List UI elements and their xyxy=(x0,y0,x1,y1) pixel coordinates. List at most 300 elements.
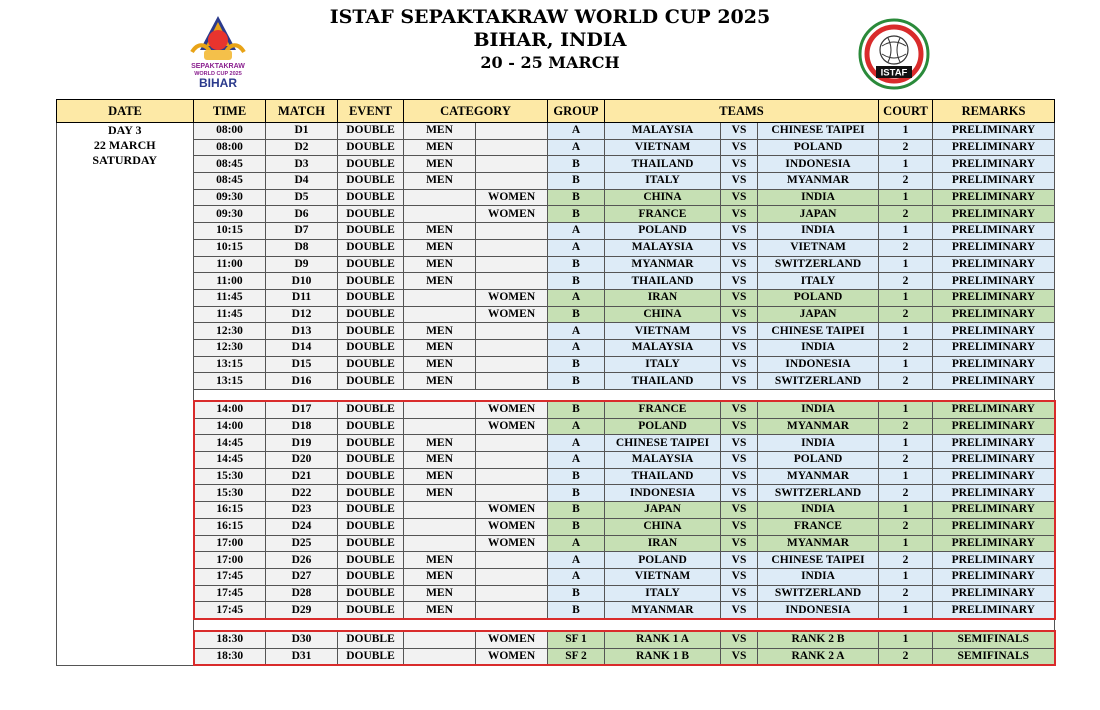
match-group: A xyxy=(548,452,605,469)
match-court: 1 xyxy=(879,256,933,273)
match-court: 2 xyxy=(879,418,933,435)
team-one: THAILAND xyxy=(605,373,721,390)
category-women xyxy=(476,323,548,340)
match-id: D4 xyxy=(266,173,338,190)
match-event: DOUBLE xyxy=(338,648,404,665)
match-id: D11 xyxy=(266,289,338,306)
team-two: JAPAN xyxy=(758,306,879,323)
match-event: DOUBLE xyxy=(338,223,404,240)
table-row xyxy=(57,568,1055,585)
match-court: 2 xyxy=(879,452,933,469)
match-time: 14:00 xyxy=(194,401,266,418)
vs-label: VS xyxy=(721,323,758,340)
category-women: WOMEN xyxy=(476,631,548,648)
match-id: D5 xyxy=(266,189,338,206)
vs-label: VS xyxy=(721,602,758,619)
section-spacer xyxy=(57,619,1055,631)
day-line2: 22 MARCH xyxy=(93,138,156,152)
col-teams: TEAMS xyxy=(605,100,879,123)
match-time: 11:00 xyxy=(194,273,266,290)
match-remarks: PRELIMINARY xyxy=(933,256,1055,273)
table-row xyxy=(57,339,1055,356)
match-id: D22 xyxy=(266,485,338,502)
match-event: DOUBLE xyxy=(338,518,404,535)
match-id: D20 xyxy=(266,452,338,469)
match-event: DOUBLE xyxy=(338,339,404,356)
team-one: THAILAND xyxy=(605,273,721,290)
day-cell xyxy=(57,123,194,666)
vs-label: VS xyxy=(721,585,758,602)
spacer-cell xyxy=(194,390,1055,402)
match-group: SF 2 xyxy=(548,648,605,665)
match-remarks: PRELIMINARY xyxy=(933,339,1055,356)
match-time: 15:30 xyxy=(194,468,266,485)
match-remarks: PRELIMINARY xyxy=(933,273,1055,290)
match-court: 2 xyxy=(879,339,933,356)
team-two: SWITZERLAND xyxy=(758,485,879,502)
category-women xyxy=(476,223,548,240)
match-id: D28 xyxy=(266,585,338,602)
match-remarks: PRELIMINARY xyxy=(933,418,1055,435)
match-event: DOUBLE xyxy=(338,401,404,418)
match-id: D9 xyxy=(266,256,338,273)
table-row xyxy=(57,401,1055,418)
match-court: 1 xyxy=(879,401,933,418)
match-id: D18 xyxy=(266,418,338,435)
match-time: 11:45 xyxy=(194,306,266,323)
category-men: MEN xyxy=(404,468,476,485)
match-remarks: PRELIMINARY xyxy=(933,223,1055,240)
match-event: DOUBLE xyxy=(338,435,404,452)
match-remarks: PRELIMINARY xyxy=(933,206,1055,223)
match-court: 2 xyxy=(879,648,933,665)
match-court: 1 xyxy=(879,568,933,585)
match-court: 1 xyxy=(879,223,933,240)
match-id: D6 xyxy=(266,206,338,223)
match-group: A xyxy=(548,418,605,435)
category-women: WOMEN xyxy=(476,518,548,535)
team-two: RANK 2 A xyxy=(758,648,879,665)
match-court: 2 xyxy=(879,173,933,190)
match-remarks: PRELIMINARY xyxy=(933,585,1055,602)
category-men: MEN xyxy=(404,435,476,452)
category-men: MEN xyxy=(404,323,476,340)
category-women: WOMEN xyxy=(476,306,548,323)
team-one: THAILAND xyxy=(605,468,721,485)
match-court: 2 xyxy=(879,239,933,256)
match-remarks: PRELIMINARY xyxy=(933,568,1055,585)
team-two: MYANMAR xyxy=(758,535,879,552)
match-time: 08:00 xyxy=(194,139,266,156)
col-event: EVENT xyxy=(338,100,404,123)
logo-right-label: ISTAF xyxy=(880,67,908,79)
table-row xyxy=(57,356,1055,373)
match-time: 16:15 xyxy=(194,502,266,519)
team-one: VIETNAM xyxy=(605,323,721,340)
table-row xyxy=(57,535,1055,552)
match-time: 14:45 xyxy=(194,452,266,469)
vs-label: VS xyxy=(721,568,758,585)
category-women xyxy=(476,256,548,273)
team-one: IRAN xyxy=(605,289,721,306)
table-row xyxy=(57,373,1055,390)
match-group: B xyxy=(548,256,605,273)
team-one: ITALY xyxy=(605,356,721,373)
col-category: CATEGORY xyxy=(404,100,548,123)
team-one: MALAYSIA xyxy=(605,123,721,140)
vs-label: VS xyxy=(721,273,758,290)
category-men: MEN xyxy=(404,173,476,190)
vs-label: VS xyxy=(721,552,758,569)
match-event: DOUBLE xyxy=(338,468,404,485)
logo-left-line-3: BIHAR xyxy=(199,76,237,90)
category-women xyxy=(476,156,548,173)
team-two: CHINESE TAIPEI xyxy=(758,123,879,140)
match-id: D27 xyxy=(266,568,338,585)
vs-label: VS xyxy=(721,339,758,356)
category-women xyxy=(476,568,548,585)
category-women xyxy=(476,552,548,569)
match-id: D13 xyxy=(266,323,338,340)
category-women: WOMEN xyxy=(476,418,548,435)
category-women xyxy=(476,468,548,485)
match-event: DOUBLE xyxy=(338,323,404,340)
team-one: VIETNAM xyxy=(605,568,721,585)
match-event: DOUBLE xyxy=(338,156,404,173)
match-event: DOUBLE xyxy=(338,273,404,290)
match-id: D16 xyxy=(266,373,338,390)
match-time: 17:45 xyxy=(194,585,266,602)
match-court: 1 xyxy=(879,468,933,485)
match-remarks: PRELIMINARY xyxy=(933,173,1055,190)
team-one: MALAYSIA xyxy=(605,339,721,356)
match-court: 2 xyxy=(879,273,933,290)
match-time: 11:45 xyxy=(194,289,266,306)
match-remarks: PRELIMINARY xyxy=(933,189,1055,206)
match-event: DOUBLE xyxy=(338,256,404,273)
match-event: DOUBLE xyxy=(338,502,404,519)
match-id: D10 xyxy=(266,273,338,290)
match-court: 1 xyxy=(879,156,933,173)
match-event: DOUBLE xyxy=(338,631,404,648)
category-men xyxy=(404,206,476,223)
match-group: B xyxy=(548,189,605,206)
team-two: SWITZERLAND xyxy=(758,373,879,390)
category-men: MEN xyxy=(404,552,476,569)
match-time: 17:45 xyxy=(194,568,266,585)
schedule-body xyxy=(57,123,1055,666)
table-row xyxy=(57,418,1055,435)
match-remarks: PRELIMINARY xyxy=(933,452,1055,469)
team-two: INDIA xyxy=(758,435,879,452)
col-time: TIME xyxy=(194,100,266,123)
table-row xyxy=(57,631,1055,648)
match-time: 09:30 xyxy=(194,206,266,223)
vs-label: VS xyxy=(721,356,758,373)
match-group: B xyxy=(548,173,605,190)
table-row xyxy=(57,518,1055,535)
match-court: 1 xyxy=(879,123,933,140)
match-time: 16:15 xyxy=(194,518,266,535)
category-women xyxy=(476,239,548,256)
match-group: A xyxy=(548,123,605,140)
team-two: ITALY xyxy=(758,273,879,290)
table-row xyxy=(57,648,1055,665)
category-men: MEN xyxy=(404,156,476,173)
table-row xyxy=(57,139,1055,156)
category-women xyxy=(476,373,548,390)
vs-label: VS xyxy=(721,239,758,256)
match-event: DOUBLE xyxy=(338,552,404,569)
vs-label: VS xyxy=(721,648,758,665)
match-time: 17:00 xyxy=(194,552,266,569)
match-time: 08:00 xyxy=(194,123,266,140)
match-group: B xyxy=(548,518,605,535)
match-id: D30 xyxy=(266,631,338,648)
team-two: MYANMAR xyxy=(758,418,879,435)
category-men: MEN xyxy=(404,139,476,156)
match-court: 1 xyxy=(879,289,933,306)
category-men xyxy=(404,502,476,519)
category-women xyxy=(476,356,548,373)
team-one: ITALY xyxy=(605,585,721,602)
match-time: 18:30 xyxy=(194,648,266,665)
team-one: RANK 1 B xyxy=(605,648,721,665)
match-time: 13:15 xyxy=(194,373,266,390)
category-men: MEN xyxy=(404,373,476,390)
match-time: 17:45 xyxy=(194,602,266,619)
match-event: DOUBLE xyxy=(338,602,404,619)
match-event: DOUBLE xyxy=(338,356,404,373)
vs-label: VS xyxy=(721,468,758,485)
match-group: A xyxy=(548,339,605,356)
category-women: WOMEN xyxy=(476,401,548,418)
team-two: SWITZERLAND xyxy=(758,585,879,602)
match-time: 08:45 xyxy=(194,173,266,190)
match-time: 15:30 xyxy=(194,485,266,502)
team-two: CHINESE TAIPEI xyxy=(758,323,879,340)
team-two: INDIA xyxy=(758,502,879,519)
team-two: RANK 2 B xyxy=(758,631,879,648)
match-court: 1 xyxy=(879,602,933,619)
table-row xyxy=(57,485,1055,502)
team-two: INDIA xyxy=(758,189,879,206)
match-id: D24 xyxy=(266,518,338,535)
vs-label: VS xyxy=(721,123,758,140)
day-line3: SATURDAY xyxy=(92,153,158,167)
match-remarks: PRELIMINARY xyxy=(933,323,1055,340)
match-remarks: PRELIMINARY xyxy=(933,518,1055,535)
match-court: 2 xyxy=(879,485,933,502)
table-row xyxy=(57,306,1055,323)
team-two: POLAND xyxy=(758,139,879,156)
category-women xyxy=(476,435,548,452)
match-id: D2 xyxy=(266,139,338,156)
match-event: DOUBLE xyxy=(338,452,404,469)
match-time: 10:15 xyxy=(194,223,266,240)
match-event: DOUBLE xyxy=(338,418,404,435)
world-cup-logo xyxy=(186,14,250,90)
match-group: A xyxy=(548,535,605,552)
match-event: DOUBLE xyxy=(338,139,404,156)
table-row xyxy=(57,156,1055,173)
match-event: DOUBLE xyxy=(338,123,404,140)
schedule-table xyxy=(56,99,1056,666)
match-group: B xyxy=(548,356,605,373)
category-women xyxy=(476,123,548,140)
col-date: DATE xyxy=(57,100,194,123)
team-one: CHINA xyxy=(605,189,721,206)
match-court: 1 xyxy=(879,631,933,648)
table-row xyxy=(57,502,1055,519)
match-group: A xyxy=(548,568,605,585)
match-remarks: PRELIMINARY xyxy=(933,401,1055,418)
team-one: INDONESIA xyxy=(605,485,721,502)
category-men xyxy=(404,289,476,306)
team-two: INDIA xyxy=(758,223,879,240)
team-two: FRANCE xyxy=(758,518,879,535)
match-remarks: PRELIMINARY xyxy=(933,435,1055,452)
category-men: MEN xyxy=(404,452,476,469)
category-men: MEN xyxy=(404,273,476,290)
vs-label: VS xyxy=(721,518,758,535)
match-remarks: SEMIFINALS xyxy=(933,648,1055,665)
match-court: 2 xyxy=(879,518,933,535)
team-one: POLAND xyxy=(605,418,721,435)
category-women xyxy=(476,139,548,156)
match-remarks: PRELIMINARY xyxy=(933,535,1055,552)
match-id: D8 xyxy=(266,239,338,256)
category-women xyxy=(476,173,548,190)
category-men xyxy=(404,535,476,552)
match-id: D3 xyxy=(266,156,338,173)
category-men xyxy=(404,401,476,418)
match-remarks: PRELIMINARY xyxy=(933,306,1055,323)
match-court: 2 xyxy=(879,552,933,569)
team-two: INDIA xyxy=(758,339,879,356)
vs-label: VS xyxy=(721,401,758,418)
match-id: D25 xyxy=(266,535,338,552)
match-event: DOUBLE xyxy=(338,568,404,585)
match-time: 17:00 xyxy=(194,535,266,552)
match-group: B xyxy=(548,373,605,390)
match-group: B xyxy=(548,306,605,323)
match-remarks: PRELIMINARY xyxy=(933,123,1055,140)
match-time: 09:30 xyxy=(194,189,266,206)
logo-left-line-2: WORLD CUP 2025 xyxy=(194,71,242,77)
team-one: POLAND xyxy=(605,223,721,240)
vs-label: VS xyxy=(721,535,758,552)
team-one: JAPAN xyxy=(605,502,721,519)
category-men: MEN xyxy=(404,223,476,240)
match-remarks: PRELIMINARY xyxy=(933,139,1055,156)
match-group: B xyxy=(548,485,605,502)
match-time: 11:00 xyxy=(194,256,266,273)
table-row xyxy=(57,289,1055,306)
match-court: 1 xyxy=(879,535,933,552)
match-id: D29 xyxy=(266,602,338,619)
vs-label: VS xyxy=(721,306,758,323)
match-group: B xyxy=(548,602,605,619)
category-women: WOMEN xyxy=(476,502,548,519)
team-two: INDONESIA xyxy=(758,356,879,373)
table-row xyxy=(57,189,1055,206)
vs-label: VS xyxy=(721,631,758,648)
match-event: DOUBLE xyxy=(338,289,404,306)
section-spacer xyxy=(57,390,1055,402)
event-dates: 20 - 25 MARCH xyxy=(480,53,620,72)
category-women xyxy=(476,452,548,469)
team-two: CHINESE TAIPEI xyxy=(758,552,879,569)
category-men xyxy=(404,648,476,665)
category-women xyxy=(476,585,548,602)
team-one: CHINESE TAIPEI xyxy=(605,435,721,452)
table-row xyxy=(57,435,1055,452)
category-men xyxy=(404,518,476,535)
match-group: A xyxy=(548,435,605,452)
match-group: B xyxy=(548,206,605,223)
event-location: BIHAR, INDIA xyxy=(473,29,627,51)
table-header-row xyxy=(57,100,1055,123)
match-group: A xyxy=(548,223,605,240)
match-id: D21 xyxy=(266,468,338,485)
match-id: D19 xyxy=(266,435,338,452)
team-one: CHINA xyxy=(605,518,721,535)
team-one: MALAYSIA xyxy=(605,239,721,256)
vs-label: VS xyxy=(721,502,758,519)
table-row xyxy=(57,173,1055,190)
team-one: ITALY xyxy=(605,173,721,190)
match-time: 14:00 xyxy=(194,418,266,435)
team-one: CHINA xyxy=(605,306,721,323)
category-women xyxy=(476,485,548,502)
match-id: D23 xyxy=(266,502,338,519)
match-id: D1 xyxy=(266,123,338,140)
category-men: MEN xyxy=(404,123,476,140)
vs-label: VS xyxy=(721,289,758,306)
table-row xyxy=(57,273,1055,290)
match-group: A xyxy=(548,139,605,156)
table-row xyxy=(57,256,1055,273)
table-row xyxy=(57,239,1055,256)
category-women: WOMEN xyxy=(476,535,548,552)
category-men: MEN xyxy=(404,339,476,356)
match-group: B xyxy=(548,468,605,485)
vs-label: VS xyxy=(721,189,758,206)
match-remarks: PRELIMINARY xyxy=(933,502,1055,519)
vs-label: VS xyxy=(721,206,758,223)
match-event: DOUBLE xyxy=(338,189,404,206)
team-two: INDIA xyxy=(758,401,879,418)
match-event: DOUBLE xyxy=(338,535,404,552)
team-one: POLAND xyxy=(605,552,721,569)
match-group: B xyxy=(548,502,605,519)
match-court: 1 xyxy=(879,323,933,340)
team-two: SWITZERLAND xyxy=(758,256,879,273)
match-time: 12:30 xyxy=(194,323,266,340)
vs-label: VS xyxy=(721,485,758,502)
match-id: D14 xyxy=(266,339,338,356)
table-row xyxy=(57,585,1055,602)
category-women xyxy=(476,273,548,290)
team-one: RANK 1 A xyxy=(605,631,721,648)
match-event: DOUBLE xyxy=(338,373,404,390)
istaf-logo xyxy=(858,18,930,90)
day-line1: DAY 3 xyxy=(108,123,142,137)
match-court: 1 xyxy=(879,502,933,519)
vs-label: VS xyxy=(721,418,758,435)
category-men: MEN xyxy=(404,256,476,273)
